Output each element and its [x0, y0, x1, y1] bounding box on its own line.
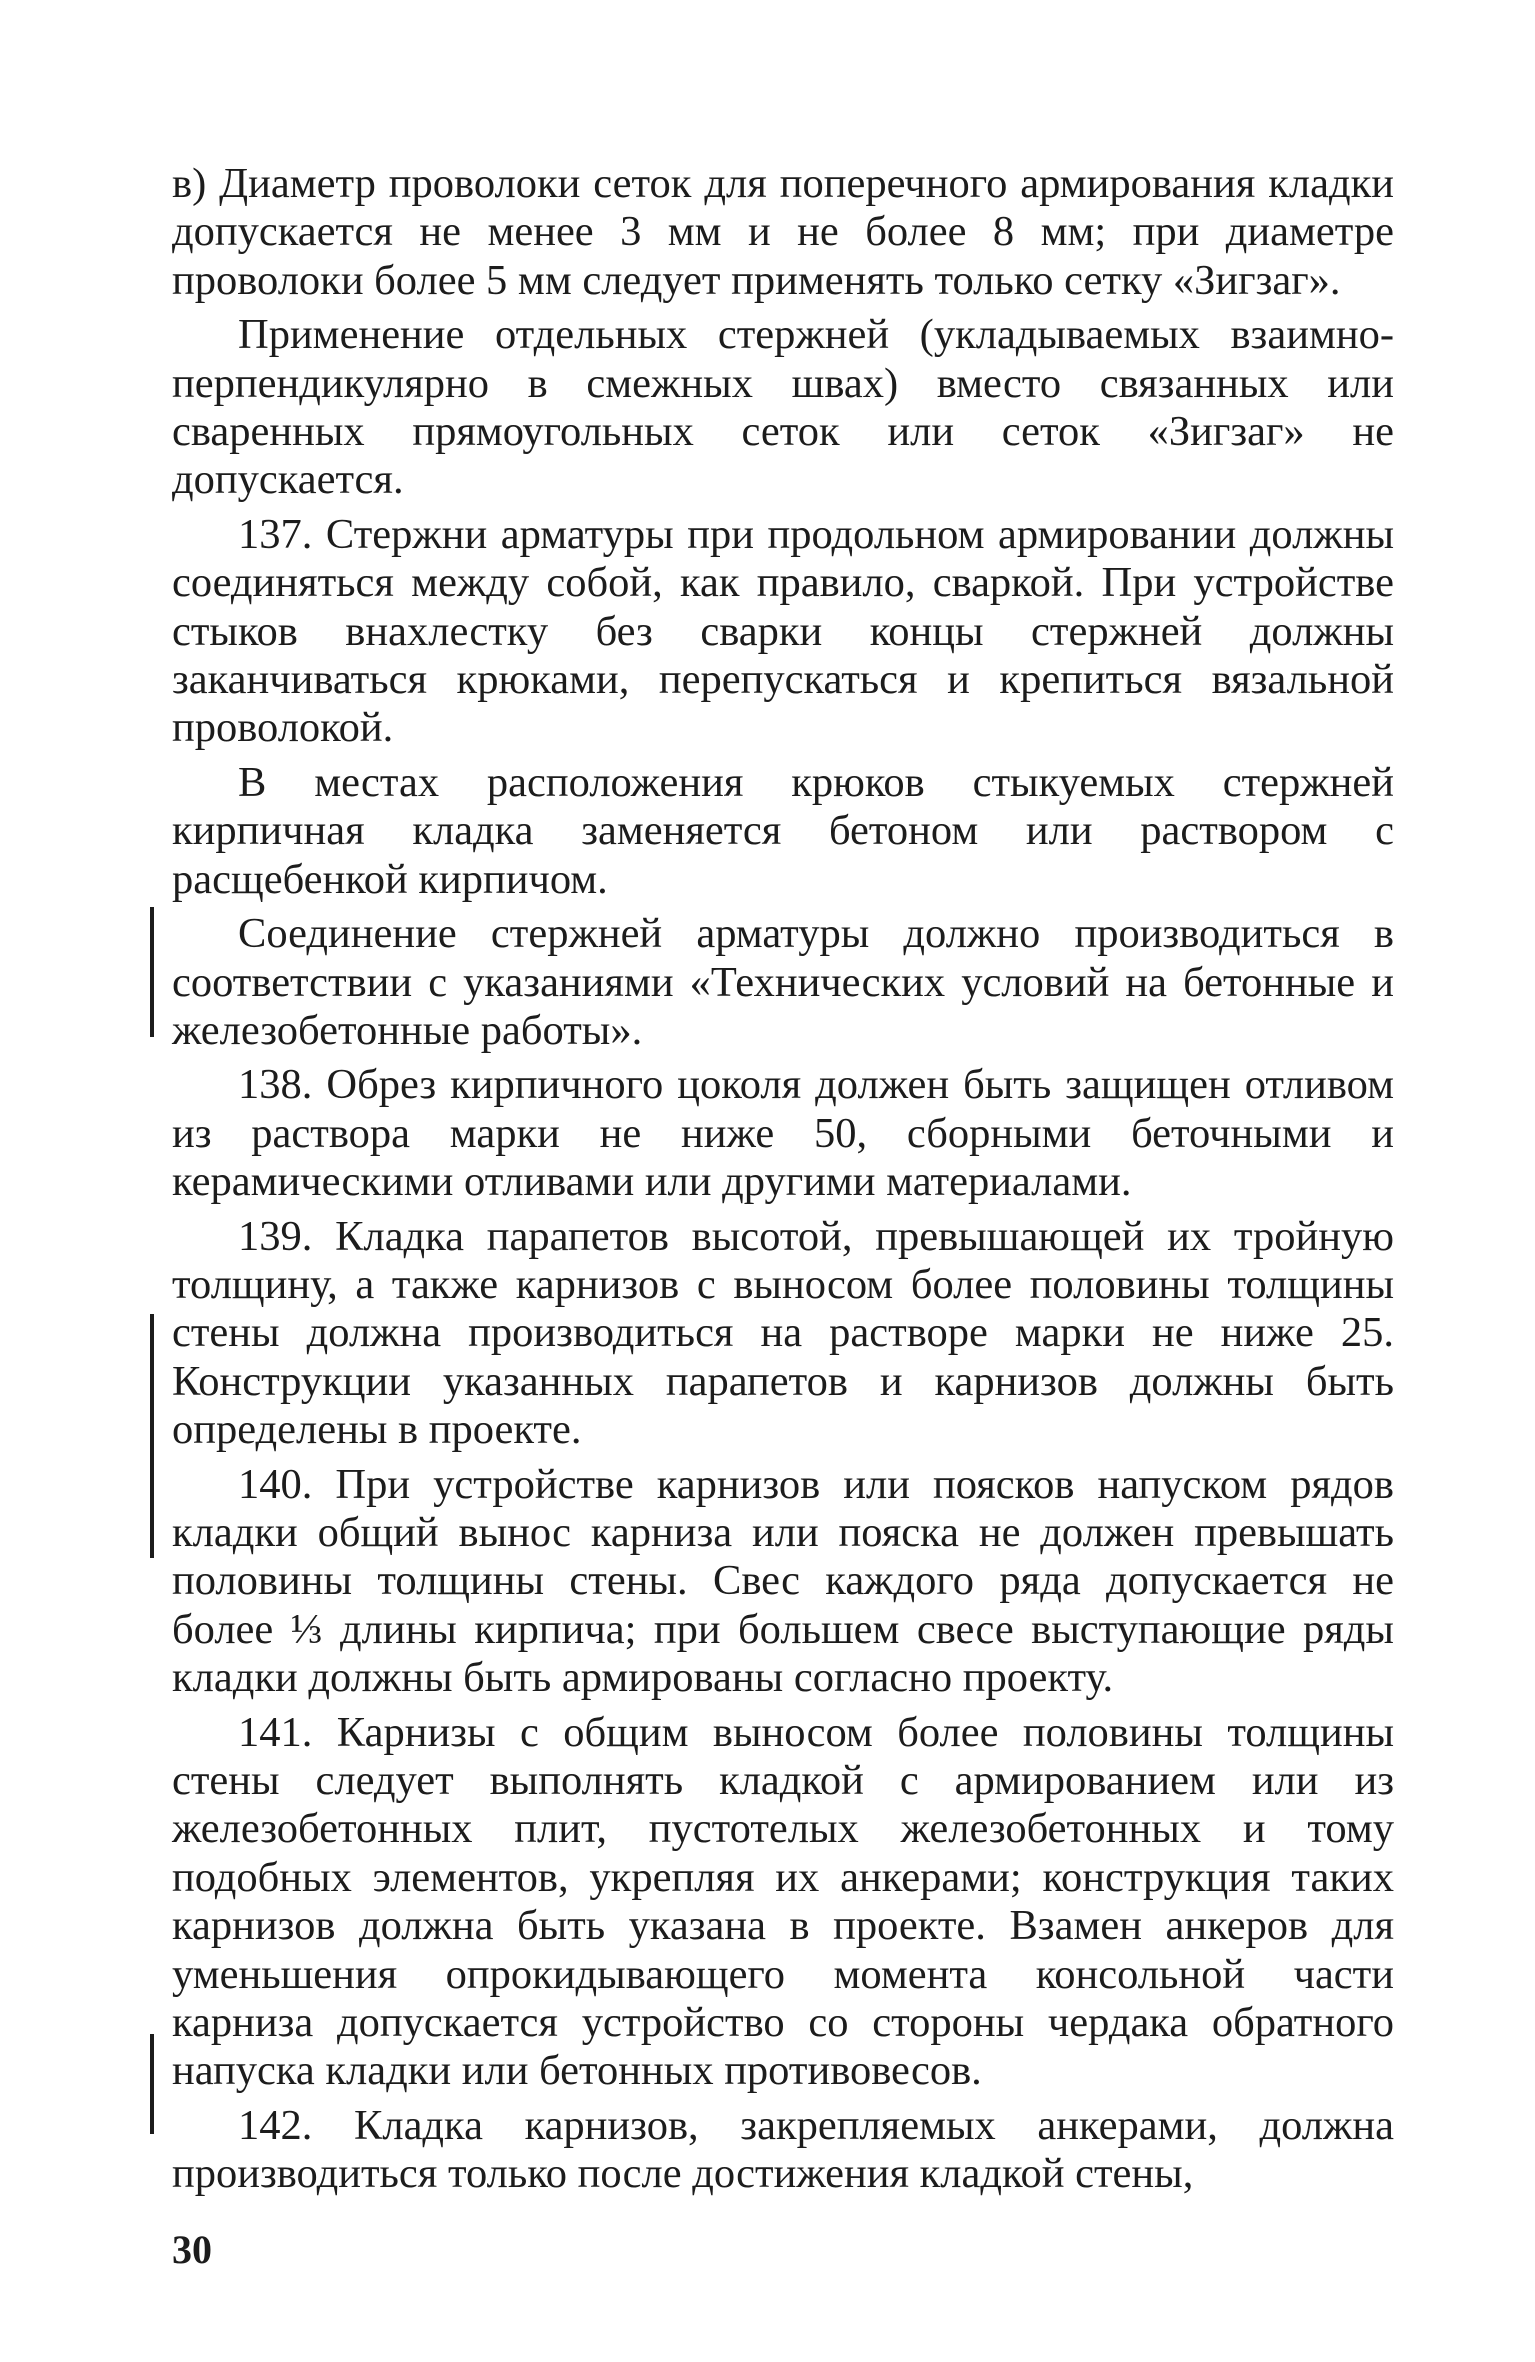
- revision-mark-bar: [150, 1314, 154, 1558]
- page-number: 30: [172, 2227, 212, 2272]
- paragraph: 140. При устройстве карнизов или поясков напуском рядов кладки общий вынос карниза или пояска не должен превышать половины толщины стены. Свес каждого ряда допускается не более ⅓ длины кирпича; при большем свесе выступающие ряды кладки должны быть армированы согласно проекту.: [172, 1460, 1394, 1702]
- page-body: [172, 160, 1394, 2205]
- paragraph: 139. Кладка парапетов высотой, превышающей их тройную толщину, а также карнизов с выносом более половины толщины стены должна производиться на растворе марки не ниже 25. Конструкции указанных парапетов и карнизов должны быть определены в проекте.: [172, 1212, 1394, 1454]
- paragraph: Соединение стержней арматуры должно производиться в соответствии с указаниями «Технических условий на бетонные и железобетонные работы».: [172, 910, 1394, 1054]
- paragraph: 137. Стержни арматуры при продольном армировании должны соединяться между собой, как правило, сваркой. При устройстве стыков внахлестку без сварки концы стержней должны заканчиваться крюками, перепускаться и крепиться вязальной проволокой.: [172, 510, 1394, 752]
- paragraph: В местах расположения крюков стыкуемых стержней кирпичная кладка заменяется бетоном или раствором с расщебенкой кирпичом.: [172, 758, 1394, 903]
- revision-mark-bar: [150, 907, 154, 1037]
- paragraph: 138. Обрез кирпичного цоколя должен быть защищен отливом из раствора марки не ниже 50, сборными беточными и керамическими отливами или другими материалами.: [172, 1061, 1394, 1206]
- paragraph: 142. Кладка карнизов, закрепляемых анкерами, должна производиться только после достижения кладкой стены,: [172, 2101, 1394, 2198]
- paragraph: Применение отдельных стержней (укладываемых взаимно-перпендикулярно в смежных швах) вместо связанных или сваренных прямоугольных сеток или сеток «Зигзаг» не допускается.: [172, 311, 1394, 504]
- revision-mark-bar: [150, 2034, 154, 2134]
- paragraph: в) Диаметр проволоки сеток для поперечного армирования кладки допускается не менее 3 мм и не более 8 мм; при диаметре проволоки более 5 мм следует применять только сетку «Зигзаг».: [172, 160, 1394, 304]
- paragraph: 141. Карнизы с общим выносом более половины толщины стены следует выполнять кладкой с армированием или из железобетонных плит, пустотелых железобетонных и тому подобных элементов, укрепляя их анкерами; конструкция таких карнизов должна быть указана в проекте. Взамен анкеров для уменьшения опрокидывающего момента консольной части карниза допускается устройство со стороны чердака обратного напуска кладки или бетонных противовесов.: [172, 1708, 1394, 2095]
